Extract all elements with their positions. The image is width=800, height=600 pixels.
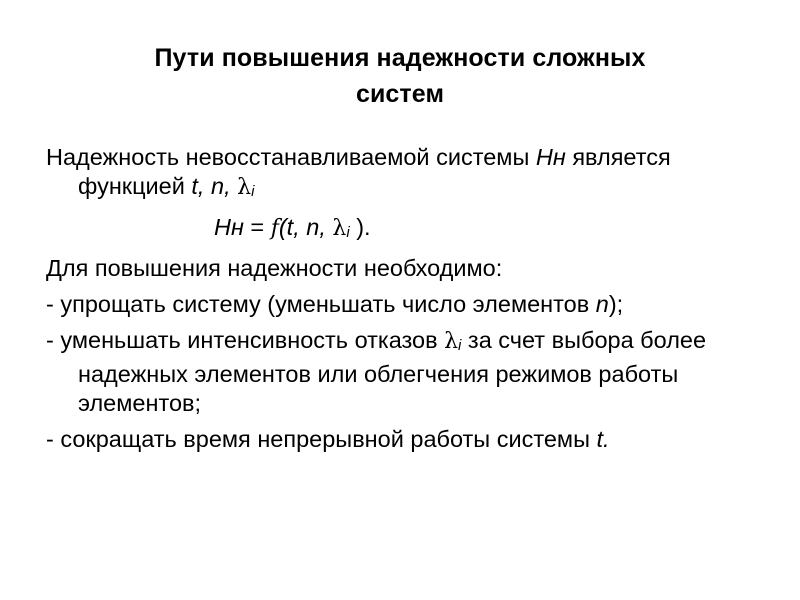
lambda-symbol: λ [237,175,252,200]
text: является функцией [78,144,671,199]
text: - уменьшать интенсивность отказов [46,327,445,353]
variables-t-n: t, n, [191,173,231,199]
text: Надежность невосстанавливаемой системы [46,144,536,170]
list-item-failure-rate [46,326,766,418]
function-symbol: f [270,216,279,241]
text: Для повышения надежности необходимо: [46,255,503,281]
paragraph-reliability-definition [46,143,766,206]
text: - сокращать время непрерывной работы системы [46,426,597,452]
slide-title [60,40,740,112]
list-item-operation-time [46,425,766,454]
text: за счет выбора более надежных элементов или облегчения режимов работы элементов; [78,327,707,416]
formula [46,213,766,247]
title-line-1: Пути повышения надежности сложных [154,44,646,72]
lambda-symbol: λ [444,329,459,354]
text: ); [608,291,624,317]
formula-args: (t, n, [278,214,326,240]
variable-hn: Нн [535,144,566,170]
slide-body [46,143,766,461]
list-item-simplify [46,290,766,319]
formula-close: ). [349,214,371,240]
subscript-i: i [458,337,462,354]
paragraph-necessary [46,254,766,283]
subscript-i: i [346,224,350,241]
title-line-2: систем [355,80,445,108]
subscript-i: i [251,183,255,200]
lambda-symbol: λ [332,216,347,241]
formula-lhs: Нн [214,214,244,240]
formula-equals: = [243,214,271,240]
variable-t: t. [596,426,610,452]
variable-n: n [595,291,609,317]
text: - упрощать систему (уменьшать число элементов [46,291,596,317]
